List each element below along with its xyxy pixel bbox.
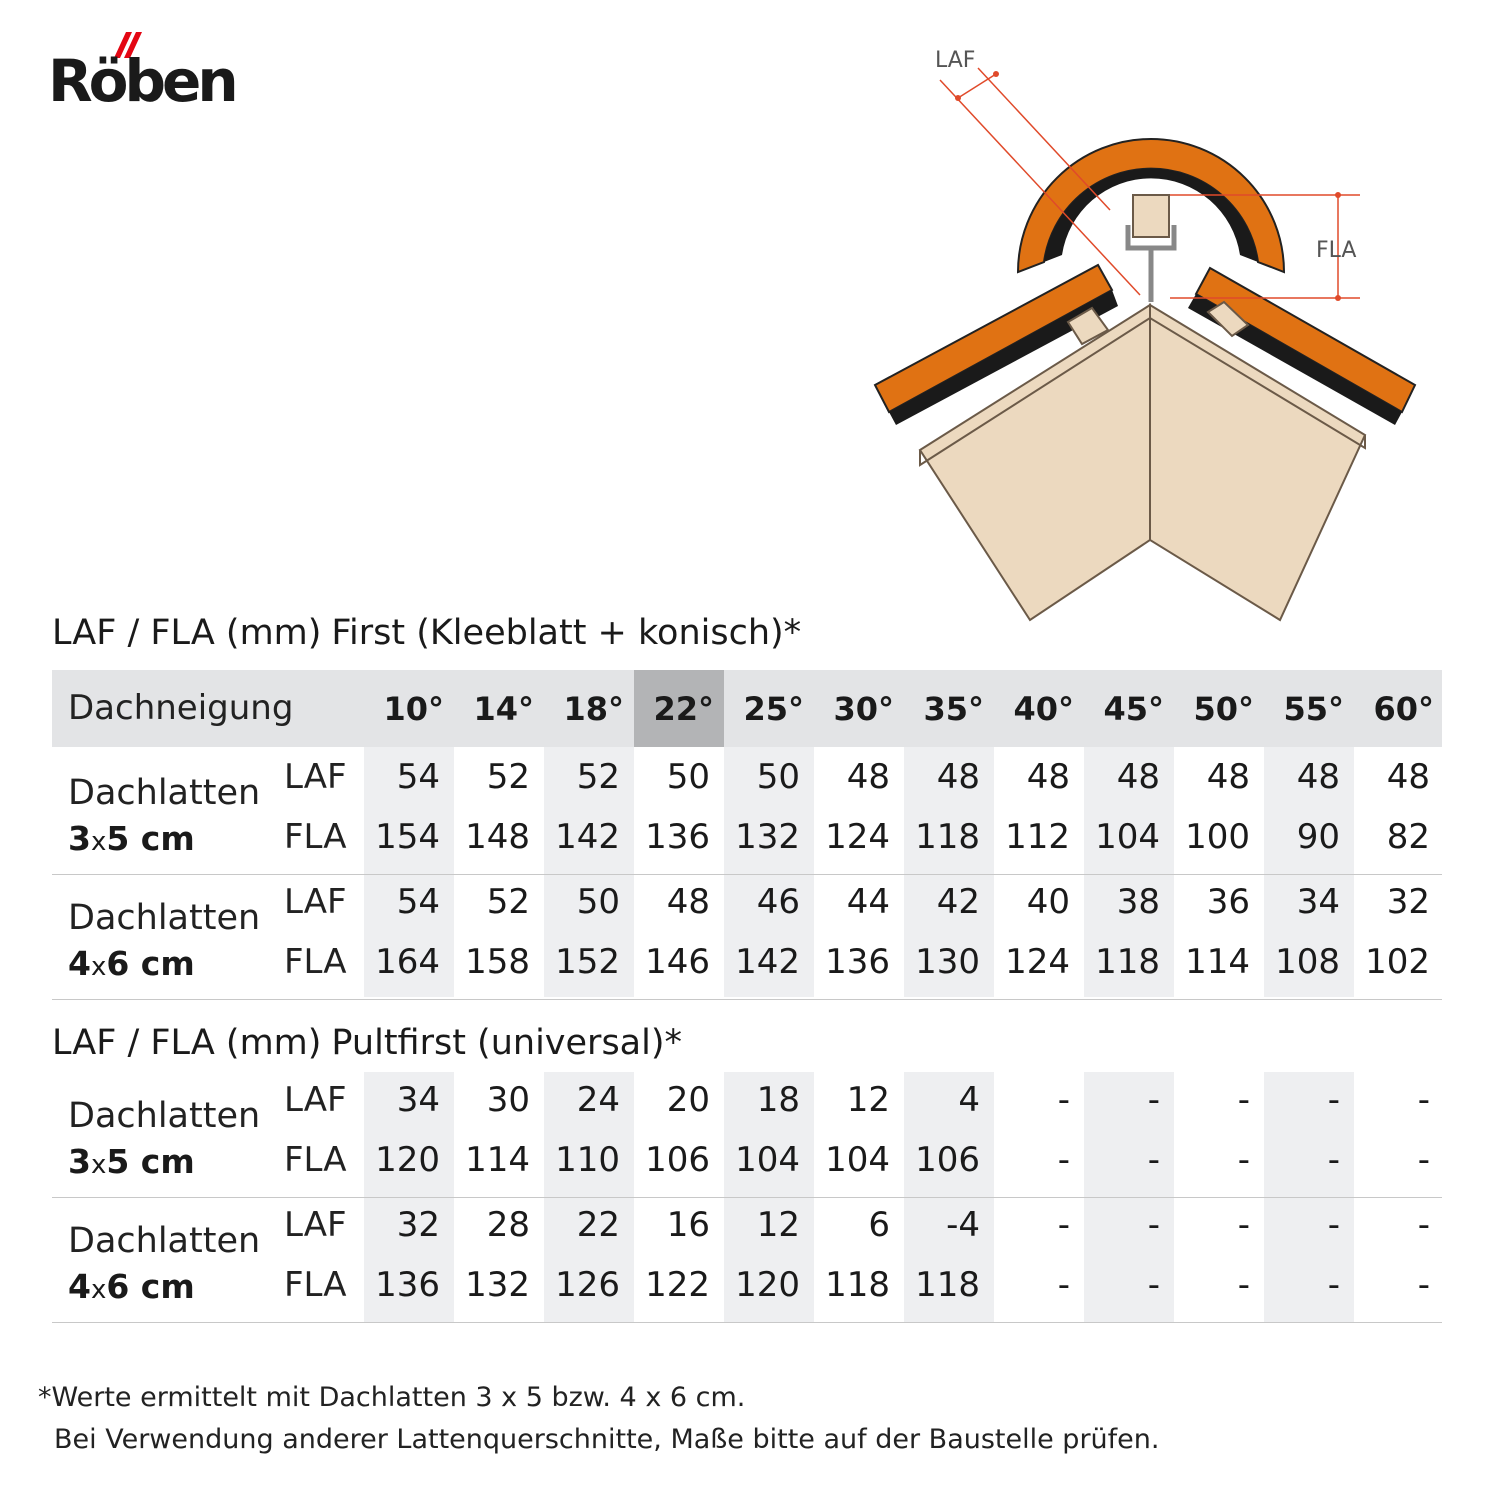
table-cell: 136 — [825, 942, 890, 982]
table-cell: 108 — [1275, 942, 1340, 982]
table-cell: 48 — [1386, 757, 1430, 797]
table-block — [52, 1197, 1442, 1323]
table-cell: 40 — [1026, 882, 1070, 922]
table-cell: 48 — [1026, 757, 1070, 797]
brand-logo-text: Röben — [48, 47, 235, 115]
table-cell: 38 — [1116, 882, 1160, 922]
block-label: Dachlatten — [68, 1221, 261, 1261]
table-cell: 132 — [465, 1265, 530, 1305]
section-title-first — [52, 613, 801, 653]
table-cell: 18 — [756, 1080, 800, 1120]
table-cell: 34 — [396, 1080, 440, 1120]
block-label: Dachlatten — [68, 773, 261, 813]
table-cell: - — [1147, 1205, 1160, 1245]
table-cell: - — [1417, 1265, 1430, 1305]
table-cell: 106 — [645, 1140, 710, 1180]
table-cell: 112 — [1005, 817, 1070, 857]
table-cell: 120 — [375, 1140, 440, 1180]
table-cell: 52 — [486, 882, 530, 922]
block-size-label — [68, 1267, 195, 1306]
table-cell: 158 — [465, 942, 530, 982]
size-b: 5 cm — [106, 1142, 195, 1181]
table-cell: - — [1057, 1140, 1070, 1180]
table-header-row — [52, 670, 1442, 747]
diagram-label-laf: LAF — [935, 48, 976, 73]
table-cell: 6 — [868, 1205, 890, 1245]
table-cell: 46 — [756, 882, 800, 922]
table-cell: - — [1147, 1080, 1160, 1120]
header-angle: 40° — [1013, 690, 1074, 728]
table-cell: 154 — [375, 817, 440, 857]
table-cell: 118 — [1095, 942, 1160, 982]
table-cell: 4 — [958, 1080, 980, 1120]
row-label-laf: LAF — [284, 757, 347, 797]
table-cell: 50 — [576, 882, 620, 922]
table-cell: 32 — [396, 1205, 440, 1245]
table-cell: 118 — [825, 1265, 890, 1305]
table-cell: 136 — [375, 1265, 440, 1305]
ridge-diagram — [860, 40, 1440, 630]
table-cell: 48 — [846, 757, 890, 797]
table-cell: 106 — [915, 1140, 980, 1180]
header-angle: 10° — [383, 690, 444, 728]
table-cell: - — [1237, 1080, 1250, 1120]
table-cell: 100 — [1185, 817, 1250, 857]
table-cell: - — [1327, 1140, 1340, 1180]
table-block — [52, 749, 1442, 875]
size-a: 3 — [68, 1142, 91, 1181]
header-angle: 14° — [473, 690, 534, 728]
table-cell: 48 — [1206, 757, 1250, 797]
table-cell: 148 — [465, 817, 530, 857]
table-cell: 164 — [375, 942, 440, 982]
table-cell: 28 — [486, 1205, 530, 1245]
header-angle: 25° — [743, 690, 804, 728]
table-cell: 132 — [735, 817, 800, 857]
section-title-pultfirst-suffix: Pultfirst (universal)* — [331, 1023, 683, 1063]
table-cell: 50 — [666, 757, 710, 797]
table-cell: 30 — [486, 1080, 530, 1120]
block-size-label — [68, 819, 195, 858]
size-b: 6 cm — [106, 1267, 195, 1306]
table-cell: 24 — [576, 1080, 620, 1120]
size-b: 5 cm — [106, 819, 195, 858]
table-cell: - — [1237, 1205, 1250, 1245]
table-cell: - — [1237, 1265, 1250, 1305]
row-label-laf: LAF — [284, 882, 347, 922]
table-cell: - — [1147, 1140, 1160, 1180]
row-label-laf: LAF — [284, 1205, 347, 1245]
row-label-fla: FLA — [284, 942, 347, 982]
table-cell: - — [1057, 1205, 1070, 1245]
header-label-dachneigung: Dachneigung — [68, 688, 294, 728]
size-a: 4 — [68, 1267, 91, 1306]
ridge-batten — [1133, 195, 1169, 237]
section-title-first-prefix: LAF / FLA (mm) — [52, 613, 322, 653]
table-cell: 12 — [756, 1205, 800, 1245]
size-a: 4 — [68, 944, 91, 983]
brand-logo — [48, 28, 263, 115]
block-label: Dachlatten — [68, 898, 261, 938]
row-label-fla: FLA — [284, 1265, 347, 1305]
table-cell: 48 — [666, 882, 710, 922]
table-cell: 48 — [1116, 757, 1160, 797]
size-a: 3 — [68, 819, 91, 858]
header-angle: 50° — [1193, 690, 1254, 728]
size-times: x — [90, 1275, 107, 1305]
size-times: x — [90, 952, 107, 982]
size-times: x — [90, 827, 107, 857]
table-cell: 12 — [846, 1080, 890, 1120]
table-cell: - — [1417, 1080, 1430, 1120]
table-cell: 104 — [1095, 817, 1160, 857]
table-cell: 114 — [465, 1140, 530, 1180]
header-angle: 30° — [833, 690, 894, 728]
section-title-pultfirst-prefix: LAF / FLA (mm) — [52, 1023, 322, 1063]
table-cell: 42 — [936, 882, 980, 922]
table-cell: 82 — [1386, 817, 1430, 857]
table-cell: 126 — [555, 1265, 620, 1305]
table-cell: 102 — [1365, 942, 1430, 982]
table-cell: 54 — [396, 882, 440, 922]
table-cell: 50 — [756, 757, 800, 797]
footnote-line-1: *Werte ermittelt mit Dachlatten 3 x 5 bzw. 4 x 6 cm. — [38, 1382, 746, 1413]
table-cell: - — [1057, 1265, 1070, 1305]
block-size-label — [68, 944, 195, 983]
header-angle: 60° — [1373, 690, 1434, 728]
table-cell: - — [1327, 1080, 1340, 1120]
table-cell: -4 — [946, 1205, 980, 1245]
table-block — [52, 1072, 1442, 1198]
table-cell: 118 — [915, 1265, 980, 1305]
table-cell: - — [1417, 1205, 1430, 1245]
table-cell: 122 — [645, 1265, 710, 1305]
table-cell: 142 — [735, 942, 800, 982]
table-cell: 104 — [825, 1140, 890, 1180]
section-title-pultfirst — [52, 1023, 682, 1063]
table-cell: 54 — [396, 757, 440, 797]
block-size-label — [68, 1142, 195, 1181]
table-block — [52, 874, 1442, 1000]
table-cell: - — [1327, 1205, 1340, 1245]
table-cell: 22 — [576, 1205, 620, 1245]
table-cell: 136 — [645, 817, 710, 857]
block-label: Dachlatten — [68, 1096, 261, 1136]
header-angle: 45° — [1103, 690, 1164, 728]
table-cell: 114 — [1185, 942, 1250, 982]
table-cell: 124 — [825, 817, 890, 857]
diagram-label-fla: FLA — [1316, 238, 1357, 263]
table-cell: - — [1327, 1265, 1340, 1305]
table-cell: 48 — [936, 757, 980, 797]
table-cell: 52 — [486, 757, 530, 797]
header-angle: 35° — [923, 690, 984, 728]
row-label-fla: FLA — [284, 817, 347, 857]
table-cell: 152 — [555, 942, 620, 982]
table-cell: 48 — [1296, 757, 1340, 797]
table-cell: - — [1417, 1140, 1430, 1180]
table-cell: 120 — [735, 1265, 800, 1305]
table-cell: 104 — [735, 1140, 800, 1180]
footnote-line-2: Bei Verwendung anderer Lattenquerschnitte, Maße bitte auf der Baustelle prüfen. — [54, 1424, 1160, 1455]
table-cell: - — [1147, 1265, 1160, 1305]
table-cell: 90 — [1296, 817, 1340, 857]
table-cell: 130 — [915, 942, 980, 982]
table-cell: 110 — [555, 1140, 620, 1180]
table-cell: 16 — [666, 1205, 710, 1245]
row-label-fla: FLA — [284, 1140, 347, 1180]
table-cell: 142 — [555, 817, 620, 857]
header-angle: 22° — [653, 690, 714, 728]
header-angle: 55° — [1283, 690, 1344, 728]
header-angle: 18° — [563, 690, 624, 728]
table-cell: 20 — [666, 1080, 710, 1120]
table-cell: - — [1057, 1080, 1070, 1120]
table-cell: 32 — [1386, 882, 1430, 922]
table-cell: 36 — [1206, 882, 1250, 922]
table-first — [52, 670, 1442, 1000]
table-cell: 44 — [846, 882, 890, 922]
table-pultfirst — [52, 1072, 1442, 1324]
size-b: 6 cm — [106, 944, 195, 983]
table-cell: 146 — [645, 942, 710, 982]
table-cell: 124 — [1005, 942, 1070, 982]
row-label-laf: LAF — [284, 1080, 347, 1120]
table-cell: - — [1237, 1140, 1250, 1180]
table-cell: 34 — [1296, 882, 1340, 922]
size-times: x — [90, 1150, 107, 1180]
table-cell: 118 — [915, 817, 980, 857]
section-title-first-suffix: First (Kleeblatt + konisch)* — [331, 613, 802, 653]
table-cell: 52 — [576, 757, 620, 797]
